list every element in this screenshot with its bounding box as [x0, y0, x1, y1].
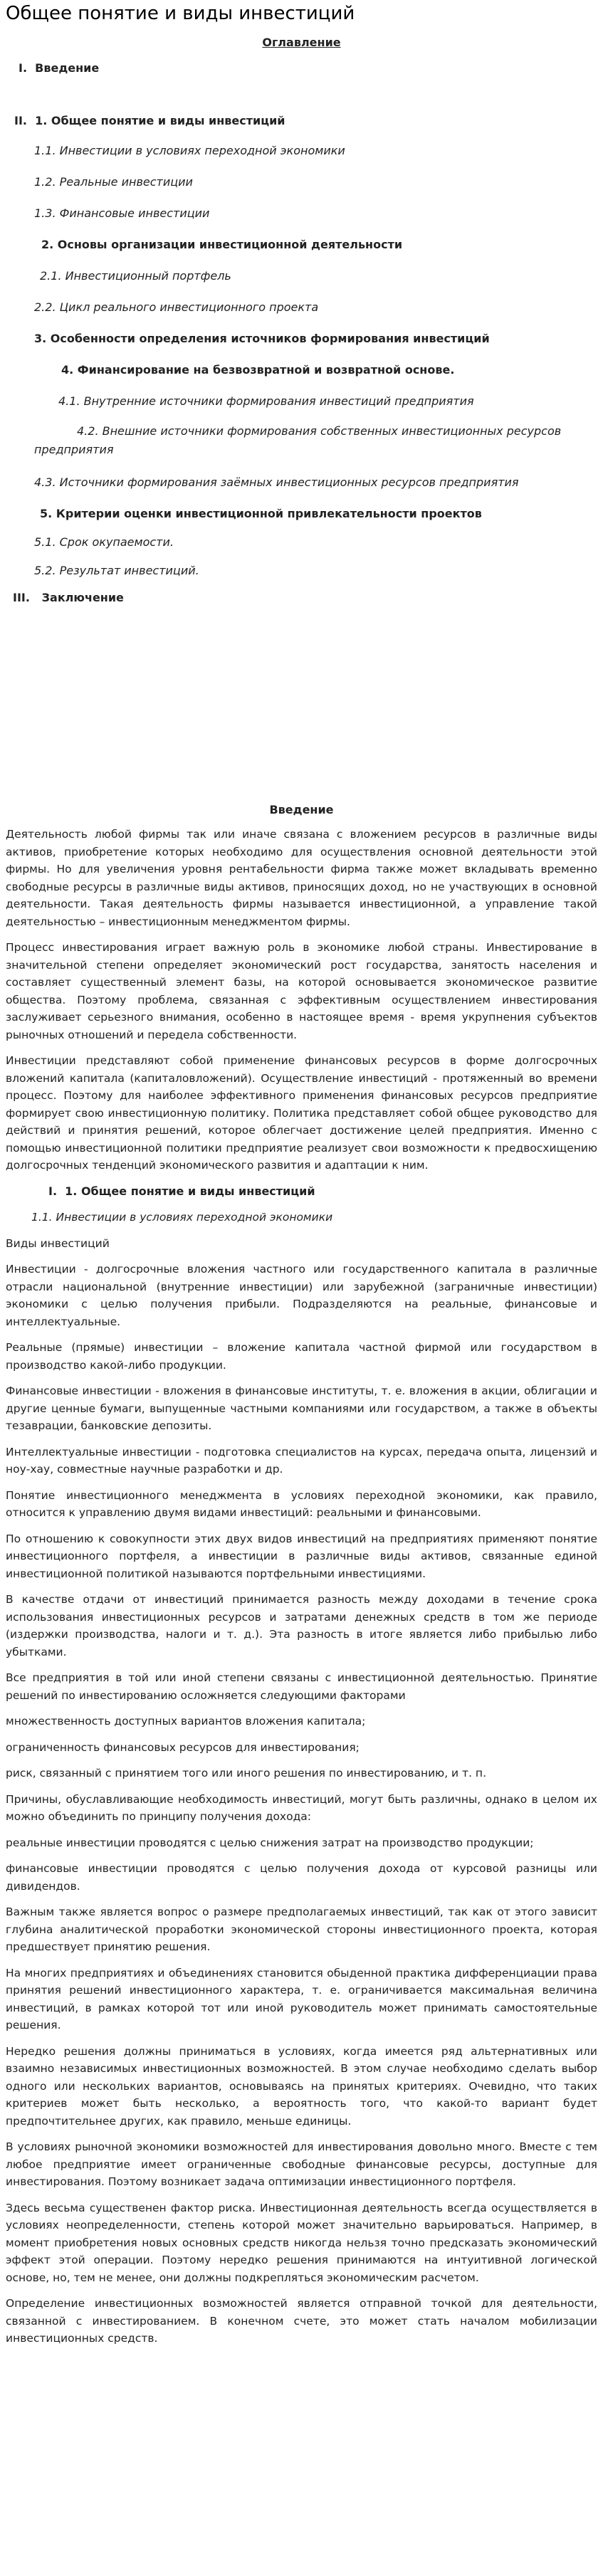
toc-item-2-2[interactable]: 2.2. Цикл реального инвестиционного проекта [34, 300, 319, 314]
body-paragraph: Определение инвестиционных возможностей является отправной точкой для деятельности, связанной с инвестированием. В конечном счете, это может стать началом мобилизации инвестиционных средств. [6, 2297, 597, 2345]
body-paragraph: Все предприятия в той или иной степени связаны с инвестиционной деятельностью. Принятие решений по инвестированию осложняется следующими факторами [6, 1671, 597, 1702]
section-roman: I. [48, 1184, 58, 1198]
toc-item-section-5[interactable]: 5. Критерии оценки инвестиционной привлекательности проектов [40, 507, 482, 520]
toc-item-label: 1. Общее понятие и виды инвестиций [35, 114, 285, 127]
toc-item-section-1[interactable] [14, 114, 285, 127]
body-paragraph: В условиях рыночной экономики возможностей для инвестирования довольно много. Вместе с тем любое предприятие имеет ограниченные свободные финансовые ресурсы, доступные для инвестирования. Поэтому возникает задача оптимизации инвестиционного портфеля. [6, 2140, 597, 2188]
toc-item-conclusion[interactable] [13, 591, 124, 604]
toc-item-4-2[interactable]: 4.2. Внешние источники формирования собственных инвестиционных ресурсов предприятия [34, 424, 562, 456]
toc-item-5-1[interactable]: 5.1. Срок окупаемости. [34, 535, 174, 549]
toc-item-1-2[interactable]: 1.2. Реальные инвестиции [34, 175, 193, 189]
kinds-label: Виды инвестиций [6, 1236, 110, 1250]
body-paragraph: В качестве отдачи от инвестиций принимается разность между доходами в течение срока использования инвестиционных ресурсов и затратами денежных средств в том же периоде (издержки производства, налоги и т. д.). Эта разность в итоге является либо прибылью либо убытками. [6, 1593, 597, 1658]
toc-item-section-2[interactable]: 2. Основы организации инвестиционной деятельности [41, 238, 403, 251]
toc-item-2-1[interactable]: 2.1. Инвестиционный портфель [40, 269, 231, 283]
toc-heading[interactable]: Оглавление [262, 36, 341, 49]
toc-roman: I. [19, 61, 28, 75]
intro-heading: Введение [269, 803, 334, 816]
body-paragraph: Понятие инвестиционного менеджмента в условиях переходной экономики, как правило, относится к управлению двумя видами инвестиций: реальными и финансовыми. [6, 1488, 597, 1519]
intro-paragraph: Деятельность любой фирмы так или иначе связана с вложением ресурсов в различные виды активов, приобретение которых необходимо для осуществления основной деятельности этой фирмы. Но для увеличения уровня рентабельности фирма также может вкладывать временно свободные ресурсы в различные виды активов, приносящих доход, но не участвующих в основной деятельности. Такая деятельность фирмы называется инвестиционной, а управление такой деятельностью – инвестиционным менеджментом фирмы. [6, 828, 597, 928]
body-paragraph: реальные инвестиции проводятся с целью снижения затрат на производство продукции; [6, 1836, 534, 1849]
toc-item-intro[interactable] [19, 61, 99, 75]
section-1-heading [48, 1183, 597, 1201]
body-paragraph: Инвестиции - долгосрочные вложения частного или государственного капитала в различные отрасли национальной (внутренние инвестиции) или зарубежной (заграничные инвестиции) экономики с целью получения прибыли. Подразделяются на реальные, финансовые и интеллектуальные. [6, 1263, 597, 1328]
section-heading-label: 1. Общее понятие и виды инвестиций [65, 1184, 315, 1198]
intro-paragraph: Инвестиции представляют собой применение финансовых ресурсов в форме долгосрочных вложений капитала (капиталовложений). Осуществление инвестиций - протяженный во времени процесс. Поэтому для наиболее эффективного применения финансовых ресурсов предприятие формирует свою инвестиционную политику. Политика представляет собой общее руководство для действий и принятия решений, которое облегчает достижение целей предприятия. Именно с помощью инвестиционной политики предприятие реализует свои возможности к предвосхищению долгосрочных тенденций экономического развития и адаптации к ним. [6, 1054, 597, 1172]
body-paragraph: множественность доступных вариантов вложения капитала; [6, 1715, 366, 1728]
toc-item-section-3[interactable]: 3. Особенности определения источников формирования инвестиций [34, 332, 490, 345]
body-paragraph: Интеллектуальные инвестиции - подготовка специалистов на курсах, передача опыта, лицензий и ноу-хау, совместные научные разработки и др. [6, 1445, 597, 1476]
body-paragraph: Нередко решения должны приниматься в условиях, когда имеется ряд альтернативных или взаимно независимых инвестиционных возможностей. В этом случае необходимо сделать выбор одного или нескольких вариантов, основываясь на принятых критериях. Очевидно, что таких критериев может быть несколько, а вероятность того, что какой-то вариант будет предпочтительнее других, как правило, меньше единицы. [6, 2044, 597, 2128]
toc-item-1-1[interactable]: 1.1. Инвестиции в условиях переходной экономики [34, 144, 345, 157]
intro-paragraph: Процесс инвестирования играет важную роль в экономике любой страны. Инвестирование в значительной степени определяет экономический рост государства, занятость населения и составляет существенный элемент базы, на которой основывается экономическое развитие общества. Поэтому проблема, связанная с эффективным осуществлением инвестирования заслуживает серьезного внимания, особенно в настоящее время - время укрупнения субъектов рыночных отношений и передела собственности. [6, 941, 597, 1041]
section-1-1-heading: 1.1. Инвестиции в условиях переходной экономики [31, 1211, 333, 1224]
page-title: Общее понятие и виды инвестиций [6, 3, 355, 24]
toc-roman: II. [14, 114, 27, 127]
body-paragraph: По отношению к совокупности этих двух видов инвестиций на предприятиях применяют понятие инвестиционного портфеля, а инвестиции в различные виды активов, связанные единой инвестиционной политикой называются портфельными инвестициями. [6, 1532, 597, 1580]
toc-item-1-3[interactable]: 1.3. Финансовые инвестиции [34, 206, 210, 220]
body-paragraph: Причины, обуславливающие необходимость инвестиций, могут быть различны, однако в целом их можно объединить по принципу получения дохода: [6, 1792, 597, 1823]
body-paragraph: финансовые инвестиции проводятся с целью получения дохода от курсовой разницы или дивидендов. [6, 1862, 597, 1893]
toc-item-5-2[interactable]: 5.2. Результат инвестиций. [34, 564, 199, 577]
document-body [6, 826, 597, 2356]
body-paragraph: Здесь весьма существенен фактор риска. Инвестиционная деятельность всегда осуществляется в условиях неопределенности, степень которой может значительно варьироваться. Например, в момент приобретения новых основных средств никогда нельзя точно предсказать экономический эффект этой операции. Поэтому нередко решения принимаются на интуитивной логической основе, но, тем не менее, они должны подкрепляться экономическим расчетом. [6, 2201, 597, 2284]
toc-item-label: Заключение [41, 591, 124, 604]
body-paragraph: На многих предприятиях и объединениях становится обыденной практика дифференциации права принятия решений инвестиционного характера, т. е. ограничивается максимальная величина инвестиций, в рамках которой тот или иной руководитель может принимать самостоятельные решения. [6, 1966, 597, 2031]
body-paragraph: ограниченность финансовых ресурсов для инвестирования; [6, 1740, 360, 1754]
toc-item-4-1[interactable]: 4.1. Внутренние источники формирования инвестиций предприятия [58, 394, 474, 408]
body-paragraph: риск, связанный с принятием того или иного решения по инвестированию, и т. п. [6, 1767, 486, 1779]
body-paragraph: Финансовые инвестиции - вложения в финансовые институты, т. е. вложения в акции, облигации и другие ценные бумаги, выпущенные частными компаниями или государством, а также в объекты тезаврации, банковские депозиты. [6, 1384, 597, 1432]
body-paragraph: Важным также является вопрос о размере предполагаемых инвестиций, так как от этого зависит глубина аналитической проработки экономической стороны инвестиционного проекта, которая предшествует принятию решения. [6, 1905, 597, 1953]
toc-item-section-4[interactable]: 4. Финансирование на безвозвратной и возвратной основе. [61, 363, 455, 377]
toc-item-4-3[interactable]: 4.3. Источники формирования заёмных инвестиционных ресурсов предприятия [34, 475, 519, 489]
toc-roman: III. [13, 591, 30, 604]
toc-item-label: Введение [35, 61, 100, 75]
body-paragraph: Реальные (прямые) инвестиции – вложение капитала частной фирмой или государством в производство какой-либо продукции. [6, 1341, 597, 1372]
